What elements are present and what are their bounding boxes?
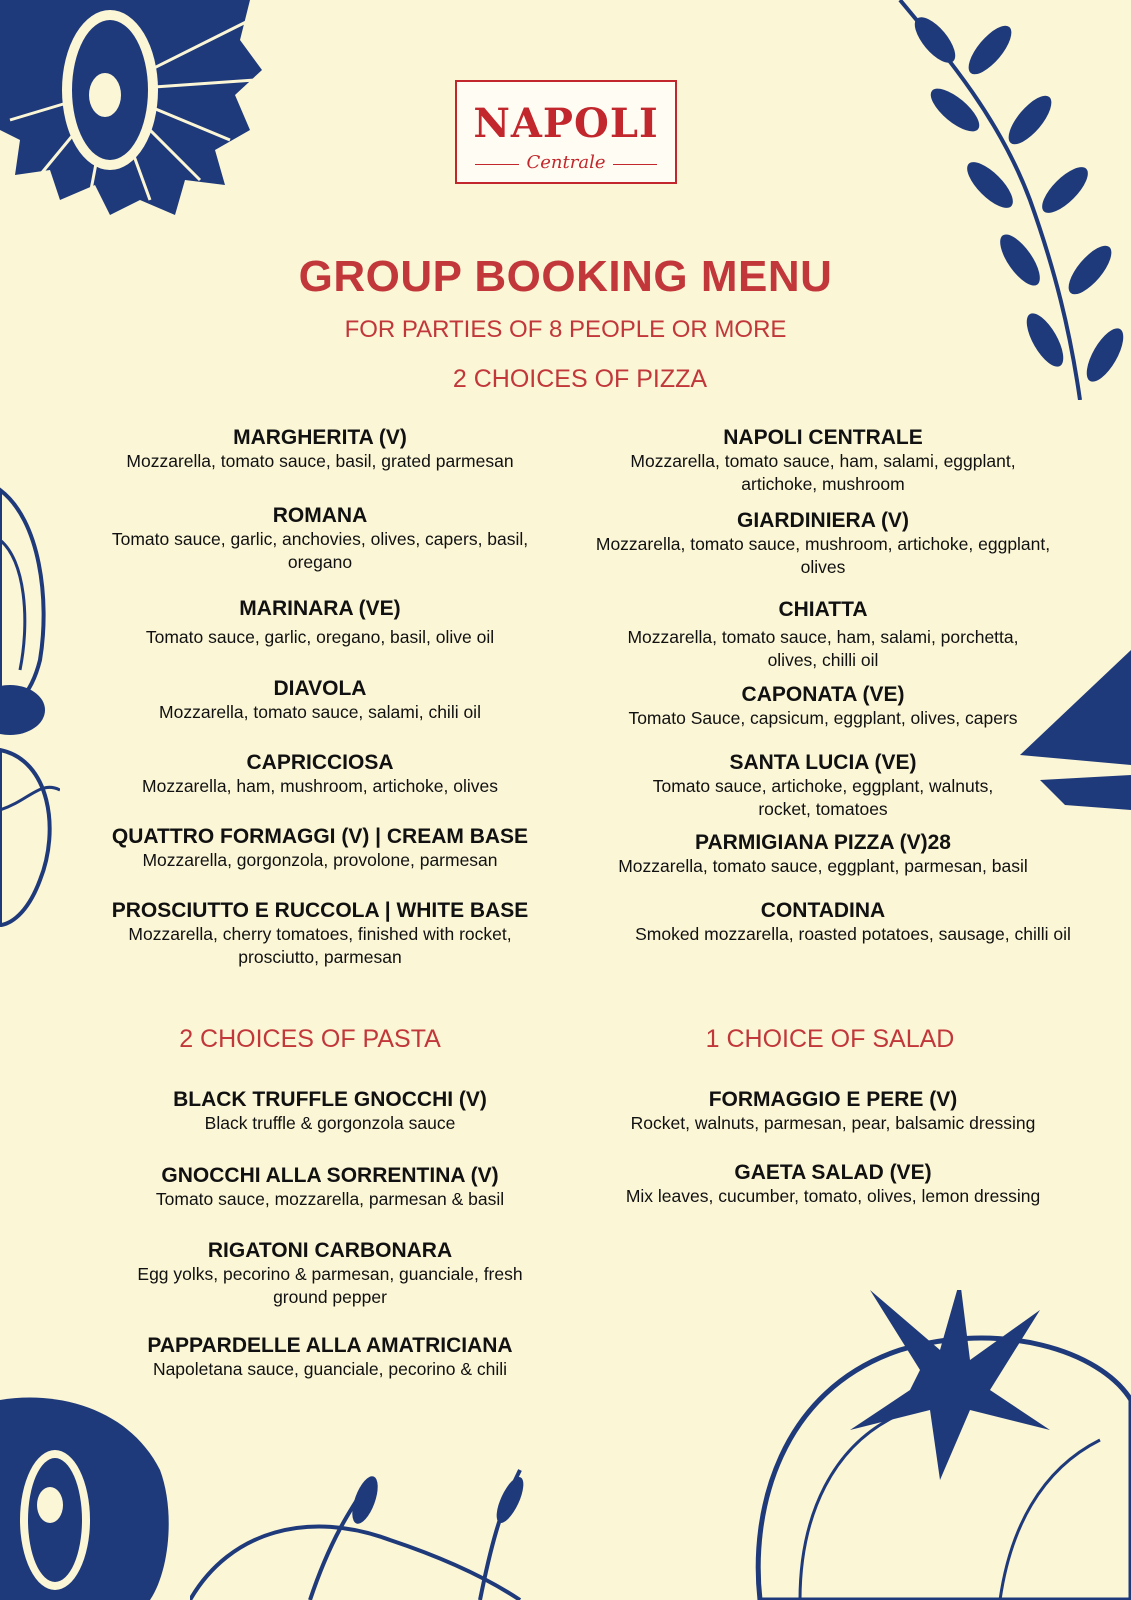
page-title: GROUP BOOKING MENU — [298, 252, 833, 301]
salad-heading: 1 CHOICE OF SALAD — [705, 1025, 955, 1053]
item-desc: Tomato sauce, mozzarella, parmesan & basil — [155, 1189, 505, 1209]
item-desc: Smoked mozzarella, roasted potatoes, sausage, chilli oil — [635, 924, 1071, 944]
item-desc: Tomato sauce, garlic, anchovies, olives, capers, basil, oregano — [111, 529, 529, 572]
item-name: GAETA SALAD (VE) — [734, 1161, 932, 1184]
item-name: PAPPARDELLE ALLA AMATRICIANA — [147, 1334, 513, 1357]
item-name: DIAVOLA — [273, 677, 367, 700]
item-name: SANTA LUCIA (VE) — [729, 751, 917, 774]
item-desc: Tomato sauce, artichoke, eggplant, walnuts, rocket, tomatoes — [652, 776, 994, 819]
menu-item — [583, 830, 1063, 878]
item-name: NAPOLI CENTRALE — [723, 426, 923, 449]
item-desc: Mozzarella, gorgonzola, provolone, parmesan — [142, 850, 498, 870]
item-name: ROMANA — [272, 504, 368, 527]
pasta-heading: 2 CHOICES OF PASTA — [179, 1025, 441, 1053]
item-desc: Mozzarella, tomato sauce, basil, grated parmesan — [126, 451, 514, 471]
menu-item — [583, 682, 1063, 730]
herbs-illustration — [190, 1440, 550, 1600]
item-desc: Rocket, walnuts, parmesan, pear, balsamic dressing — [630, 1113, 1036, 1133]
item-desc: Mozzarella, tomato sauce, ham, salami, porchetta, olives, chilli oil — [627, 627, 1019, 670]
menu-item — [613, 597, 1033, 672]
item-desc: Tomato Sauce, capsicum, eggplant, olives, capers — [628, 708, 1018, 728]
item-name: PARMIGIANA PIZZA (V)28 — [695, 831, 951, 854]
menu-item — [60, 425, 580, 473]
tomato-illustration — [740, 1290, 1131, 1600]
item-desc: Napoletana sauce, guanciale, pecorino & chili — [152, 1359, 508, 1379]
item-desc: Mozzarella, tomato sauce, mushroom, artichoke, eggplant, olives — [595, 534, 1051, 577]
menu-item — [583, 1160, 1083, 1208]
item-desc: Black truffle & gorgonzola sauce — [204, 1113, 456, 1133]
madonna-bottom-illustration — [0, 1380, 180, 1600]
item-desc: Mozzarella, tomato sauce, salami, chili oil — [159, 702, 481, 722]
item-name: GIARDINIERA (V) — [737, 509, 909, 532]
logo-subname: Centrale — [526, 152, 606, 173]
item-desc: Tomato sauce, garlic, oregano, basil, olive oil — [145, 627, 495, 647]
pizza-heading: 2 CHOICES OF PIZZA — [452, 365, 708, 393]
item-name: GNOCCHI ALLA SORRENTINA (V) — [161, 1164, 499, 1187]
menu-item — [583, 1087, 1083, 1135]
menu-item — [80, 1333, 580, 1381]
item-name: PROSCIUTTO E RUCCOLA | WHITE BASE — [111, 899, 529, 922]
menu-item — [583, 425, 1063, 496]
item-desc: Mozzarella, tomato sauce, eggplant, parmesan, basil — [618, 856, 1028, 876]
item-desc: Mix leaves, cucumber, tomato, olives, lemon dressing — [625, 1186, 1041, 1206]
menu-item — [90, 1163, 570, 1211]
item-name: MARINARA (VE) — [239, 597, 401, 620]
menu-item — [60, 596, 580, 649]
menu-item — [50, 824, 590, 872]
menu-item — [60, 676, 580, 724]
menu-item — [100, 1238, 560, 1309]
menu-item — [100, 503, 540, 574]
item-name: CONTADINA — [760, 899, 886, 922]
item-name: RIGATONI CARBONARA — [207, 1239, 453, 1262]
menu-item — [593, 508, 1053, 579]
restaurant-logo — [455, 80, 677, 184]
sailboat-illustration — [1020, 650, 1131, 820]
menu-item — [90, 1087, 570, 1135]
item-name: CAPRICCIOSA — [246, 751, 394, 774]
menu-item — [60, 750, 580, 798]
item-name: MARGHERITA (V) — [233, 426, 407, 449]
item-name: QUATTRO FORMAGGI (V) | CREAM BASE — [111, 825, 529, 848]
menu-item — [583, 898, 1123, 946]
logo-name: NAPOLI — [473, 100, 659, 147]
page-subtitle: FOR PARTIES OF 8 PEOPLE OR MORE — [344, 316, 787, 343]
item-name: FORMAGGIO E PERE (V) — [708, 1088, 958, 1111]
logo-rule-right — [613, 164, 657, 165]
item-desc: Mozzarella, cherry tomatoes, finished with rocket, prosciutto, parmesan — [128, 924, 512, 967]
item-name: CHIATTA — [778, 598, 868, 621]
item-name: BLACK TRUFFLE GNOCCHI (V) — [173, 1088, 487, 1111]
item-desc: Egg yolks, pecorino & parmesan, guanciale, fresh ground pepper — [137, 1264, 523, 1307]
item-name: CAPONATA (VE) — [741, 683, 905, 706]
madonna-sunburst-illustration — [0, 0, 270, 220]
item-desc: Mozzarella, tomato sauce, ham, salami, eggplant, artichoke, mushroom — [630, 451, 1016, 494]
item-desc: Mozzarella, ham, mushroom, artichoke, olives — [142, 776, 498, 796]
menu-item — [60, 898, 580, 969]
menu-item — [613, 750, 1033, 821]
